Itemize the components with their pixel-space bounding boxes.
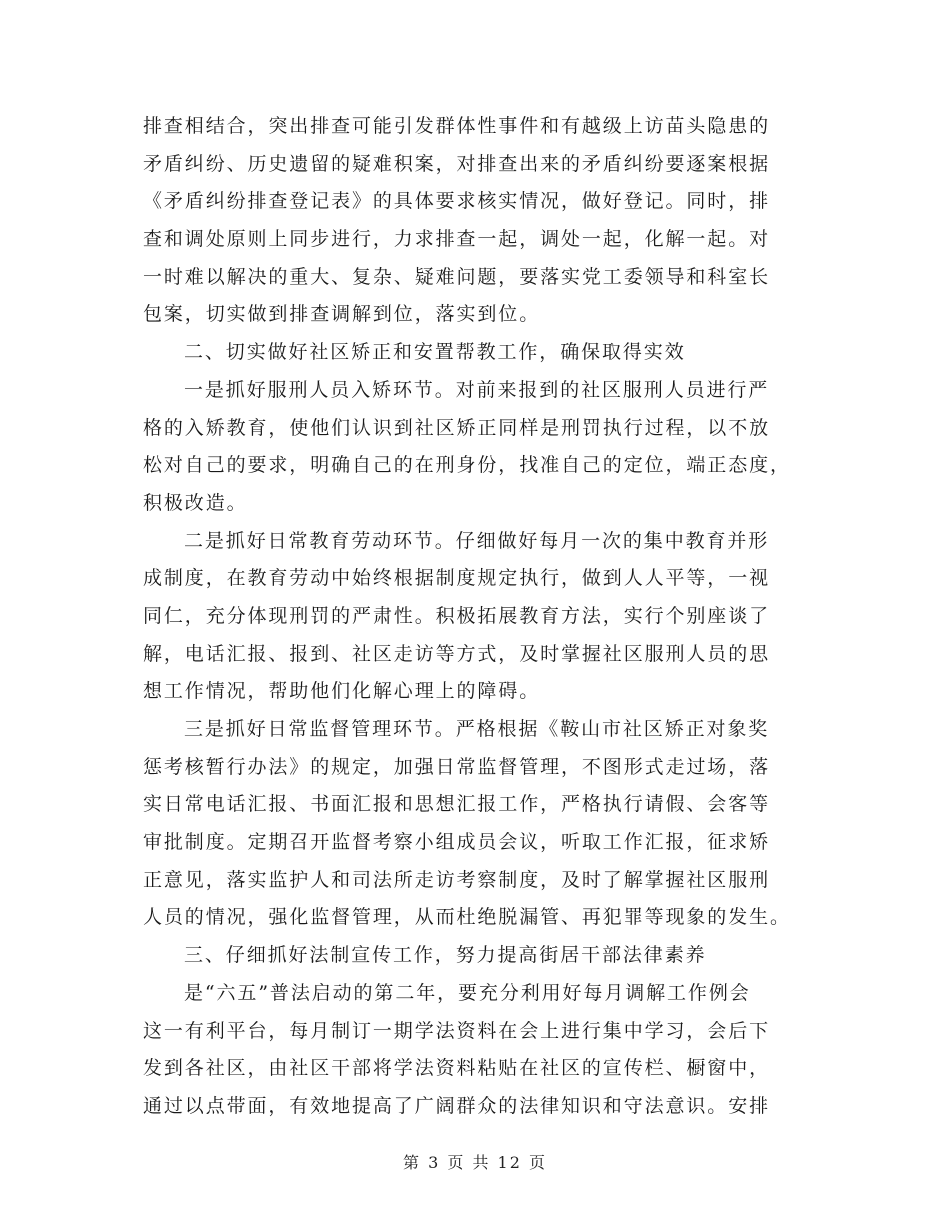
text-line: 《矛盾纠纷排查登记表》的具体要求核实情况，做好登记。同时，排 xyxy=(143,190,771,213)
section-heading: 三、仔细抓好法制宣传工作，努力提高街居干部法律素养 xyxy=(184,944,707,967)
text-line: 查和调处原则上同步进行，力求排查一起，调处一起，化解一起。对 xyxy=(143,228,771,251)
text-line: 格的入矫教育，使他们认识到社区矫正同样是刑罚执行过程，以不放 xyxy=(143,416,771,439)
text-line: 通过以点带面，有效地提高了广阔群众的法律知识和守法意识。安排 xyxy=(143,1094,771,1117)
document-body xyxy=(143,108,807,1126)
text-line: 成制度，在教育劳动中始终根据制度规定执行，做到人人平等，一视 xyxy=(143,567,771,590)
text-line: 这一有利平台，每月制订一期学法资料在会上进行集中学习，会后下 xyxy=(143,1019,771,1042)
text-line: 想工作情况，帮助他们化解心理上的障碍。 xyxy=(143,680,541,703)
paragraph-start-line: 二是抓好日常教育劳动环节。仔细做好每月一次的集中教育并形 xyxy=(184,529,770,552)
text-line: 包案，切实做到排查调解到位，落实到位。 xyxy=(143,303,541,326)
text-line: 矛盾纠纷、历史遗留的疑难积案，对排查出来的矛盾纠纷要逐案根据 xyxy=(143,152,771,175)
text-line: 审批制度。定期召开监督考察小组成员会议，听取工作汇报，征求矫 xyxy=(143,831,771,854)
page-number-footer: 第 3 页 共 12 页 xyxy=(403,1153,547,1172)
text-line: 人员的情况，强化监督管理，从而杜绝脱漏管、再犯罪等现象的发生。 xyxy=(143,906,791,929)
text-line: 实日常电话汇报、书面汇报和思想汇报工作，严格执行请假、会客等 xyxy=(143,793,771,816)
text-line: 解，电话汇报、报到、社区走访等方式，及时掌握社区服刑人员的思 xyxy=(143,642,771,665)
text-line: 一时难以解决的重大、复杂、疑难问题，要落实党工委领导和科室长 xyxy=(143,265,771,288)
text-line: 正意见，落实监护人和司法所走访考察制度，及时了解掌握社区服刑 xyxy=(143,868,771,891)
paragraph-start-line: 是“六五”普法启动的第二年，要充分利用好每月调解工作例会 xyxy=(184,981,751,1004)
text-line: 同仁，充分体现刑罚的严肃性。积极拓展教育方法，实行个别座谈了 xyxy=(143,604,771,627)
text-line: 松对自己的要求，明确自己的在刑身份，找准自己的定位，端正态度， xyxy=(143,454,791,477)
section-heading: 二、切实做好社区矫正和安置帮教工作，确保取得实效 xyxy=(184,341,686,364)
text-line: 积极改造。 xyxy=(143,491,248,514)
text-line: 惩考核暂行办法》的规定，加强日常监督管理，不图形式走过场，落 xyxy=(143,755,771,778)
paragraph-start-line: 一是抓好服刑人员入矫环节。对前来报到的社区服刑人员进行严 xyxy=(184,378,770,401)
paragraph-start-line: 三是抓好日常监督管理环节。严格根据《鞍山市社区矫正对象奖 xyxy=(184,718,770,740)
text-line: 发到各社区，由社区干部将学法资料粘贴在社区的宣传栏、橱窗中， xyxy=(143,1057,771,1080)
text-line: 排查相结合，突出排查可能引发群体性事件和有越级上访苗头隐患的 xyxy=(143,115,771,137)
